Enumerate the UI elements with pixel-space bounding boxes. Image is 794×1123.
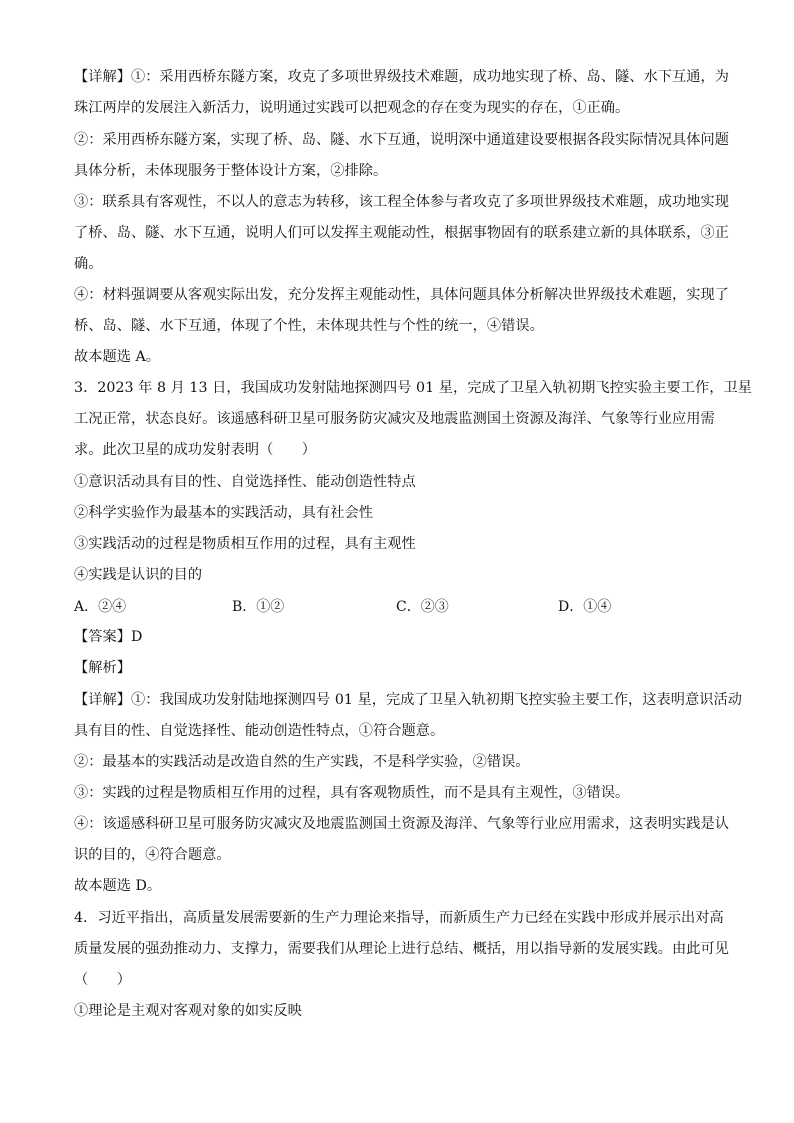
statement: ②科学实验作为最基本的实践活动，具有社会性: [74, 505, 373, 521]
detail-line: 具体分析，未体现服务于整体设计方案，②排除。: [74, 163, 388, 179]
statement: ③实践活动的过程是物质相互作用的过程，具有主观性: [74, 536, 416, 552]
question-3-options: [74, 596, 734, 616]
conclusion-line: 故本题选 A。: [74, 349, 161, 365]
detail-line: ②：采用西桥东隧方案，实现了桥、岛、隧、水下互通，说明深中通道建设要根据各段实际情况具体问题: [74, 132, 729, 148]
option-d: D．①④: [558, 599, 612, 615]
detail-line: 珠江两岸的发展注入新活力，说明通过实践可以把观念的存在变为现实的存在，①正确。: [74, 100, 630, 116]
detail-line: 识的目的，④符合题意。: [74, 847, 231, 863]
detail-line: 了桥、岛、隧、水下互通，说明人们可以发挥主观能动性，根据事物固有的联系建立新的具体联系，③正: [74, 225, 729, 241]
question-3-stem: 3．2023 年 8 月 13 日，我国成功发射陆地探测四号 01 星，完成了卫星入轨初期飞控实验主要工作，卫星: [74, 380, 752, 396]
detail-line: ④：该遥感科研卫星可服务防灾减灾及地震监测国土资源及海洋、气象等行业应用需求，这表明实践是认: [74, 816, 729, 832]
detail-line: 具有目的性、自觉选择性、能动创造性特点，①符合题意。: [74, 723, 445, 739]
analysis-label: 【解析】: [74, 660, 131, 676]
option-b: B．①②: [232, 599, 285, 615]
question-3-stem: 工况正常，状态良好。该遥感科研卫星可服务防灾减灾及地震监测国土资源及海洋、气象等行业应用需: [74, 411, 715, 427]
detail-line: ②：最基本的实践活动是改造自然的生产实践，不是科学实验，②错误。: [74, 754, 530, 770]
detail-line: 桥、岛、隧、水下互通，体现了个性，未体现共性与个性的统一，④错误。: [74, 318, 544, 334]
detail-line: ③：联系具有客观性，不以人的意志为转移，该工程全体参与者攻克了多项世界级技术难题，成功地实现: [74, 194, 729, 210]
question-4-stem: （ ）: [74, 972, 131, 988]
conclusion-line: 故本题选 D。: [74, 878, 162, 894]
detail-line: 【详解】①：我国成功发射陆地探测四号 01 星，完成了卫星入轨初期飞控实验主要工作，这表明意识活动: [74, 692, 742, 708]
statement: ①理论是主观对客观对象的如实反映: [74, 1003, 302, 1019]
option-a: A．②④: [74, 599, 127, 615]
statement: ④实践是认识的目的: [74, 567, 203, 583]
detail-line: 确。: [74, 256, 103, 272]
question-4-stem: 4．习近平指出，高质量发展需要新的生产力理论来指导，而新质生产力已经在实践中形成并展示出对高: [74, 910, 724, 926]
answer: 【答案】D: [74, 629, 143, 645]
detail-line: ③：实践的过程是物质相互作用的过程，具有客观物质性，而不是具有主观性，③错误。: [74, 785, 630, 801]
option-c: C．②③: [396, 599, 449, 615]
detail-line: ④：材料强调要从客观实际出发，充分发挥主观能动性，具体问题具体分析解决世界级技术难题，实现了: [74, 287, 729, 303]
detail-line: 【详解】①：采用西桥东隧方案，攻克了多项世界级技术难题，成功地实现了桥、岛、隧、水下互通，为: [74, 69, 729, 85]
question-3-stem: 求。此次卫星的成功发射表明（ ）: [74, 442, 317, 458]
question-4-stem: 质量发展的强劲推动力、支撑力，需要我们从理论上进行总结、概括，用以指导新的发展实践。由此可见: [74, 941, 729, 957]
statement: ①意识活动具有目的性、自觉选择性、能动创造性特点: [74, 474, 416, 490]
